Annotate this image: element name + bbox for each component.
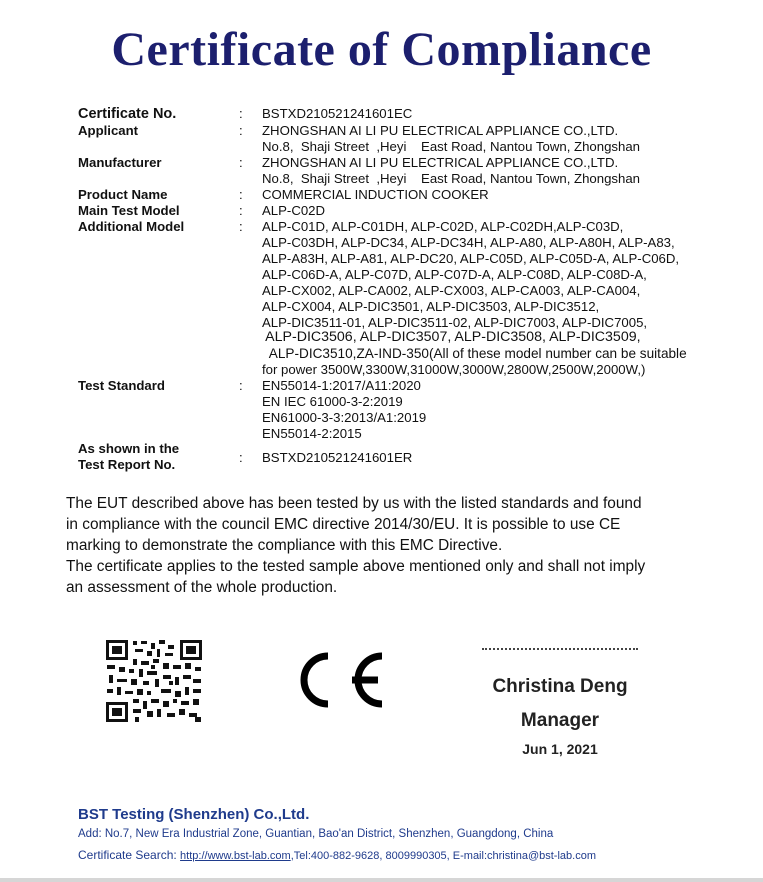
statement-line: an assessment of the whole production. xyxy=(66,579,338,596)
colon: : xyxy=(239,187,243,202)
ce-mark-icon xyxy=(292,650,388,710)
applicant-label: Applicant xyxy=(78,123,139,138)
test-report-value: BSTXD210521241601ER xyxy=(262,450,413,465)
manufacturer-line: ZHONGSHAN AI LI PU ELECTRICAL APPLIANCE CO.,LTD. xyxy=(262,155,619,170)
applicant-line: ZHONGSHAN AI LI PU ELECTRICAL APPLIANCE CO.,LTD. xyxy=(262,123,619,138)
additional-model-line: ALP-DIC3511-01, ALP-DIC3511-02, ALP-DIC7003, ALP-DIC7005, xyxy=(262,315,648,330)
certificate-no-label: Certificate No. xyxy=(78,106,177,122)
certificate-title: Certificate of Compliance xyxy=(111,23,652,76)
additional-model-line: ALP-C03DH, ALP-DC34, ALP-DC34H, ALP-A80, ALP-A80H, ALP-A83, xyxy=(262,235,675,250)
qr-code-icon xyxy=(105,639,203,723)
colon: : xyxy=(239,203,243,218)
test-standard-line: EN55014-1:2017/A11:2020 xyxy=(262,378,421,393)
footer-contact: ,Tel:400-882-9628, 8009990305, E-mail:christina@bst-lab.com xyxy=(290,850,596,862)
colon: : xyxy=(239,219,243,234)
colon: : xyxy=(239,123,243,138)
footer-search xyxy=(78,848,596,862)
main-test-model-value: ALP-C02D xyxy=(262,203,326,218)
colon: : xyxy=(239,378,243,393)
additional-model-line: ALP-CX004, ALP-DIC3501, ALP-DIC3503, ALP-DIC3512, xyxy=(262,299,600,314)
certificate-search-label: Certificate Search: xyxy=(78,848,181,862)
colon: : xyxy=(239,106,243,121)
signature-line xyxy=(482,648,638,650)
colon: : xyxy=(239,155,243,170)
colon: : xyxy=(239,450,243,465)
additional-model-line: ALP-C06D-A, ALP-C07D, ALP-C07D-A, ALP-C08D, ALP-C08D-A, xyxy=(262,267,647,282)
signer-name: Christina Deng xyxy=(492,676,628,697)
additional-model-line: ALP-DIC3506, ALP-DIC3507, ALP-DIC3508, ALP-DIC3509, xyxy=(262,329,641,345)
applicant-line: No.8, Shaji Street ,Heyi East Road, Nantou Town, Zhongshan xyxy=(262,139,641,154)
bottom-divider xyxy=(0,878,763,882)
website-link[interactable]: http://www.bst-lab.com xyxy=(180,850,291,862)
footer-company: BST Testing (Shenzhen) Co.,Ltd. xyxy=(78,806,310,823)
additional-model-label: Additional Model xyxy=(78,219,185,234)
test-standard-line: EN55014-2:2015 xyxy=(262,426,362,441)
test-standard-line: EN61000-3-3:2013/A1:2019 xyxy=(262,410,427,425)
additional-model-line: ALP-C01D, ALP-C01DH, ALP-C02D, ALP-C02DH,ALP-C03D, xyxy=(262,219,624,234)
product-name-value: COMMERCIAL INDUCTION COOKER xyxy=(262,187,489,202)
additional-model-line: ALP-DIC3510,ZA-IND-350(All of these model number can be suitable xyxy=(262,346,687,361)
test-report-label: As shown in the xyxy=(78,441,180,456)
test-standard-line: EN IEC 61000-3-2:2019 xyxy=(262,394,403,409)
footer-address: Add: No.7, New Era Industrial Zone, Guantian, Bao'an District, Shenzhen, Guangdong, China xyxy=(78,828,554,840)
additional-model-line: ALP-CX002, ALP-CA002, ALP-CX003, ALP-CA003, ALP-CA004, xyxy=(262,283,641,298)
statement-line: in compliance with the council EMC directive 2014/30/EU. It is possible to use CE xyxy=(66,516,621,533)
test-standard-label: Test Standard xyxy=(78,378,165,393)
manufacturer-label: Manufacturer xyxy=(78,155,162,170)
certificate-no-value: BSTXD210521241601EC xyxy=(262,106,413,121)
product-name-label: Product Name xyxy=(78,187,168,202)
additional-model-line: ALP-A83H, ALP-A81, ALP-DC20, ALP-C05D, ALP-C05D-A, ALP-C06D, xyxy=(262,251,680,266)
additional-model-line: for power 3500W,3300W,31000W,3000W,2800W,2500W,2000W,) xyxy=(262,362,646,377)
main-test-model-label: Main Test Model xyxy=(78,203,180,218)
statement-line: marking to demonstrate the compliance with this EMC Directive. xyxy=(66,537,503,554)
statement-line: The EUT described above has been tested by us with the listed standards and found xyxy=(66,495,642,512)
statement-line: The certificate applies to the tested sample above mentioned only and shall not imply xyxy=(66,558,646,575)
signer-title: Manager xyxy=(520,710,600,731)
signature-date: Jun 1, 2021 xyxy=(522,741,598,757)
test-report-label: Test Report No. xyxy=(78,457,176,472)
manufacturer-line: No.8, Shaji Street ,Heyi East Road, Nantou Town, Zhongshan xyxy=(262,171,641,186)
